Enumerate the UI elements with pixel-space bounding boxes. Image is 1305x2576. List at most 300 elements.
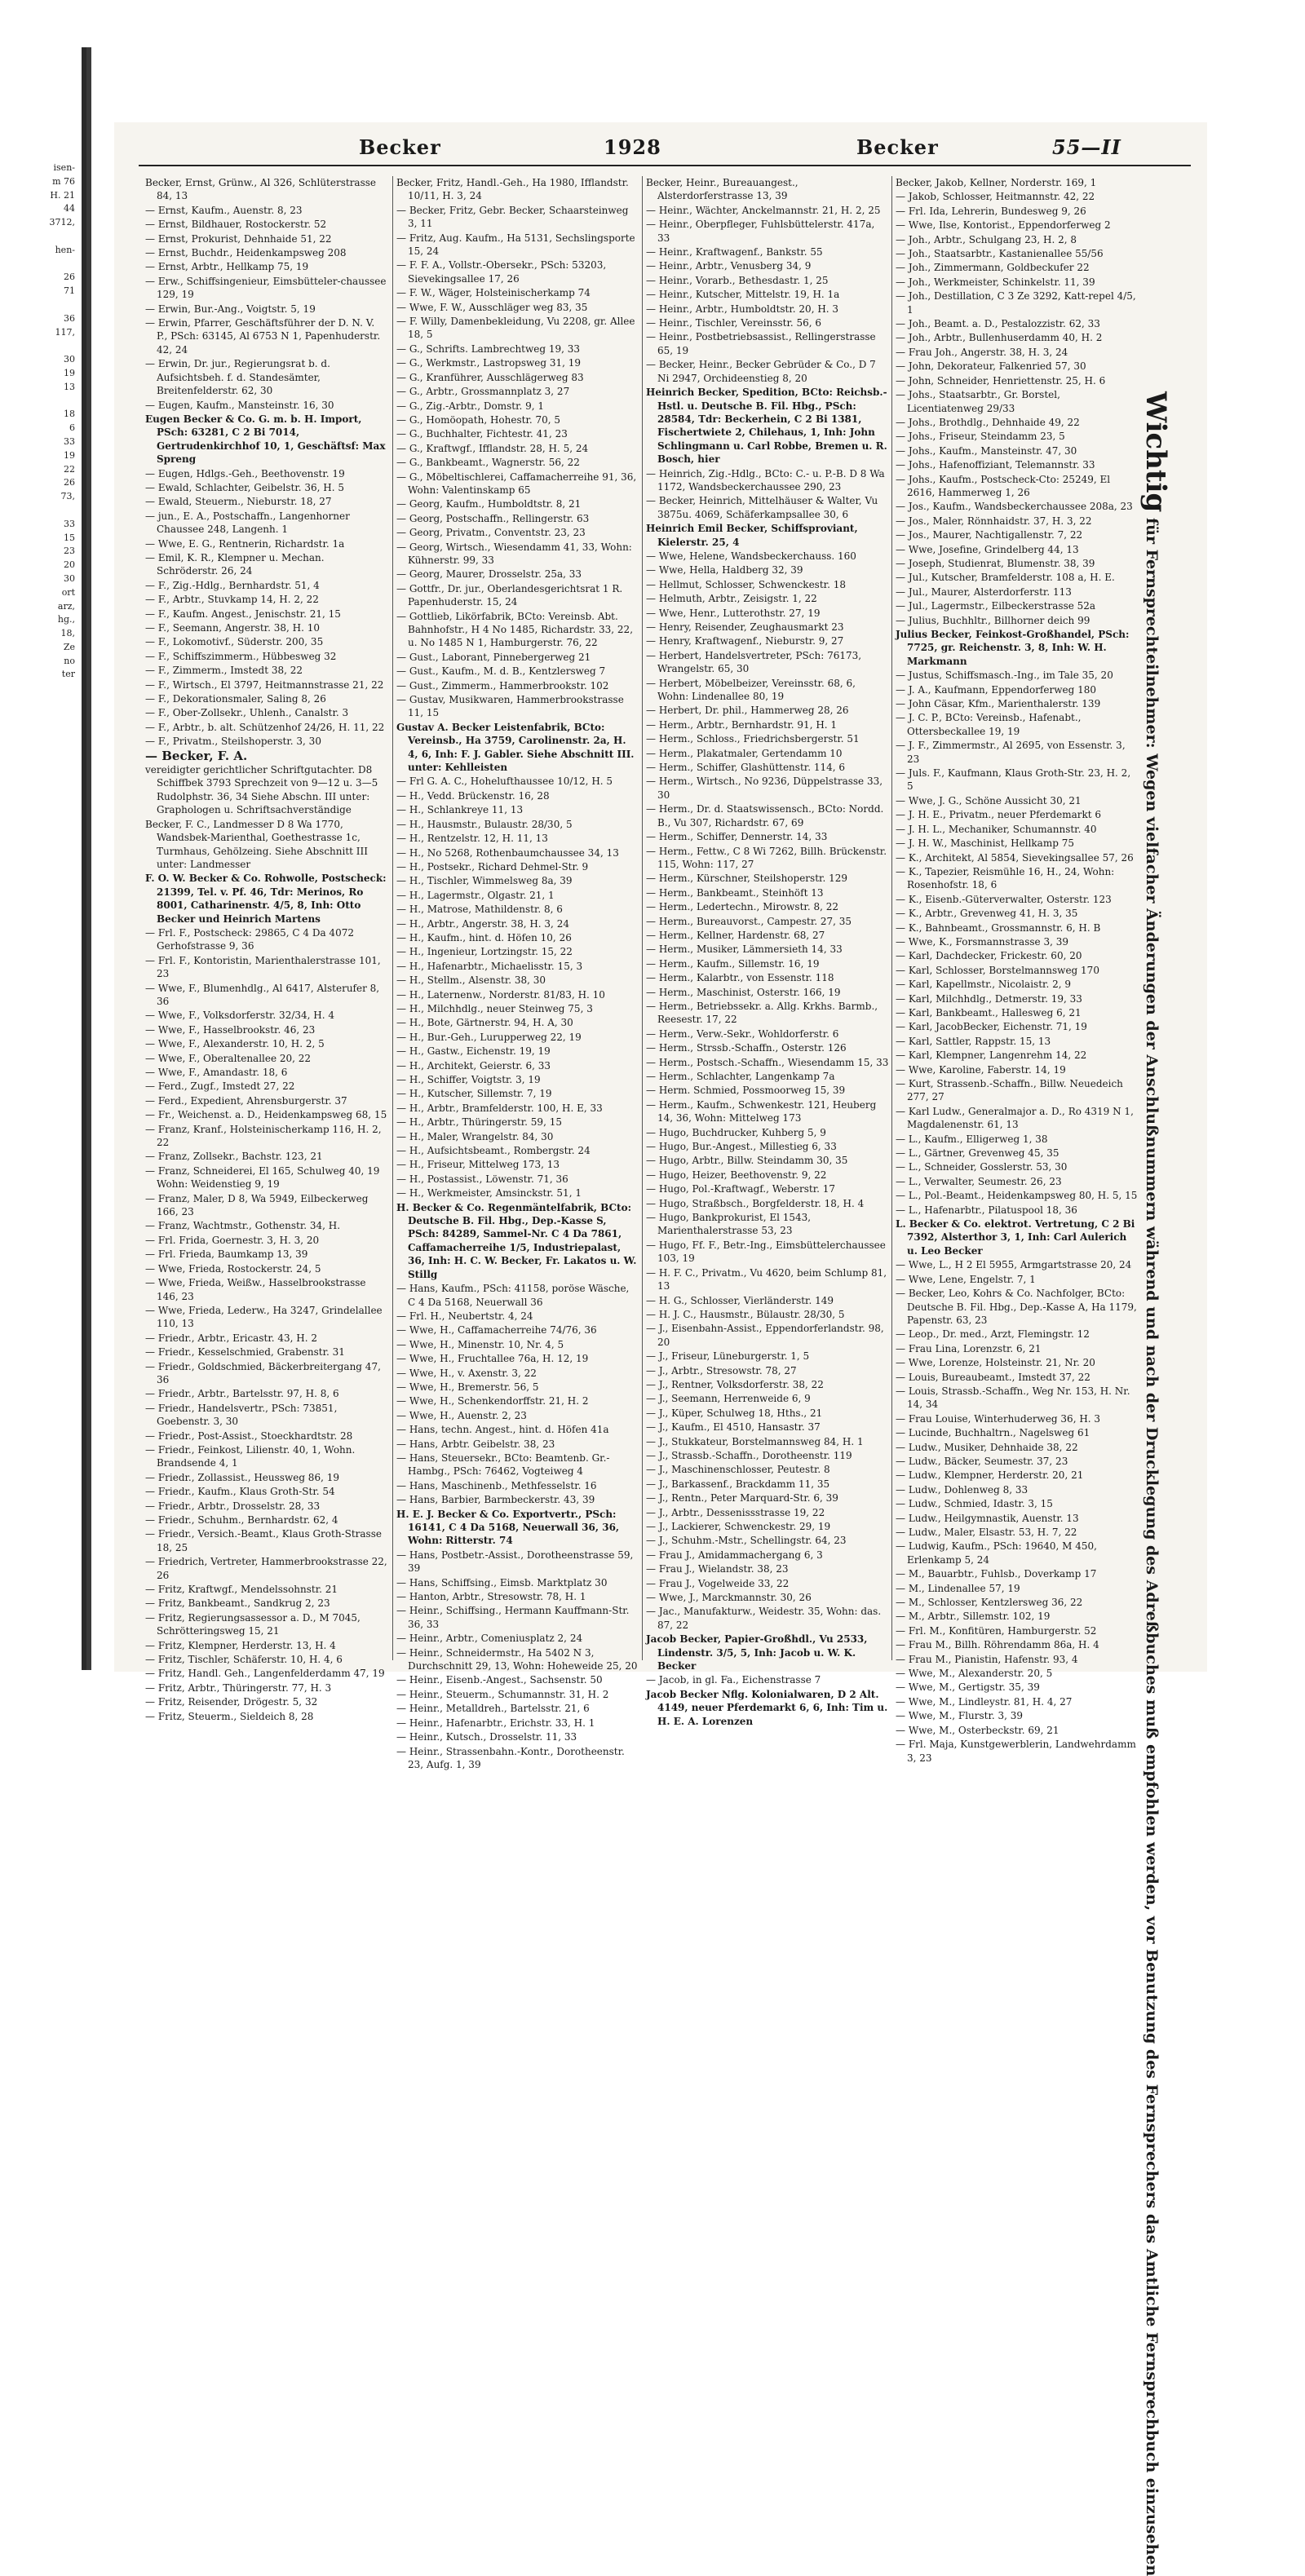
directory-entry: — Jul., Kutscher, Bramfelderstr. 108 a, H. E. bbox=[896, 572, 1115, 584]
directory-entry: — J., Kaufm., El 4510, Hansastr. 37 bbox=[646, 1421, 821, 1434]
header-left-keyword: Becker bbox=[359, 135, 441, 159]
directory-entry: — Wwe, M., Osterbeckstr. 69, 21 bbox=[896, 1724, 1059, 1736]
directory-entry: — Hans, Arbtr. Geibelstr. 38, 23 bbox=[396, 1438, 555, 1450]
directory-entry: — Friedr., Kesselschmied, Grabenstr. 31 bbox=[145, 1346, 345, 1359]
directory-entry: Becker, Jakob, Kellner, Norderstr. 169, 1 bbox=[896, 177, 1097, 188]
directory-entry: — Wwe, Hella, Haldberg 32, 39 bbox=[646, 564, 803, 577]
directory-entry: — Jos., Maler, Rönnhaidstr. 37, H. 3, 22 bbox=[896, 515, 1092, 527]
directory-entry: — Becker, F. A. bbox=[145, 748, 248, 763]
directory-entry: — Ludw., Musiker, Dehnhaide 38, 22 bbox=[896, 1441, 1078, 1453]
directory-entry: — F., Ober-Zollsekr., Uhlenh., Canalstr. 3 bbox=[145, 707, 349, 719]
directory-entry: — Johs., Brothdlg., Dehnhaide 49, 22 bbox=[896, 416, 1080, 428]
directory-entry: — Friedr., Kaufm., Klaus Groth-Str. 54 bbox=[145, 1486, 335, 1498]
directory-entry: — J., Schuhm.-Mstr., Schellingstr. 64, 23 bbox=[646, 1535, 847, 1547]
directory-entry: — Johs., Hafenoffiziant, Telemannstr. 33 bbox=[896, 459, 1095, 471]
directory-entry: — Ewald, Steuerm., Nieburstr. 18, 27 bbox=[145, 496, 332, 508]
directory-entry: — Heinr., Vorarb., Bethesdastr. 1, 25 bbox=[646, 274, 829, 286]
directory-entry: — Juls. F., Kaufmann, Klaus Groth-Str. 23, H. 2, 5 bbox=[896, 767, 1131, 793]
directory-entry: Becker, F. C., Landmesser D 8 Wa 1770, Wandsbek-Marienthal, Goethestrasse 1c, Turmhaus, Gehölzeing. Siehe Abschnitt III unter: Landmesser bbox=[145, 818, 369, 870]
directory-entry: — Wwe, F., Volksdorferstr. 32/34, H. 4 bbox=[145, 1010, 334, 1022]
column-divider bbox=[642, 176, 643, 1660]
directory-entry: — Herm., Dr. d. Staatswissensch., BCto: Nordd. B., Vu 307, Richardstr. 67, 69 bbox=[646, 803, 884, 828]
column-divider bbox=[392, 176, 393, 1660]
directory-entry: — Ernst, Arbtr., Hellkamp 75, 19 bbox=[145, 261, 309, 273]
directory-entry: — J., Lackierer, Schwenckestr. 29, 19 bbox=[646, 1521, 831, 1532]
directory-entry: — Frau J., Wielandstr. 38, 23 bbox=[646, 1563, 789, 1575]
directory-entry: — Franz, Schneiderei, El 165, Schulweg 40, 19 Wohn: Weidenstieg 9, 19 bbox=[145, 1164, 380, 1191]
header-right-keyword: Becker bbox=[856, 135, 939, 159]
directory-page bbox=[114, 122, 1207, 2576]
directory-entry: — Heinr., Arbtr., Comeniusplatz 2, 24 bbox=[396, 1633, 583, 1645]
directory-entry: — L., Kaufm., Elligerweg 1, 38 bbox=[896, 1133, 1048, 1145]
directory-entry: — Wwe, J., Marckmannstr. 30, 26 bbox=[646, 1592, 812, 1604]
directory-entry: — Friedr., Handelsvertr., PSch: 73851, Goebenstr. 3, 30 bbox=[145, 1402, 338, 1428]
directory-entry: H. E. J. Becker & Co. Exportvertr., PSch: 16141, C 4 Da 5168, Neuerwall 36, 36, Wohn: Ritterstr. 74 bbox=[396, 1508, 620, 1547]
directory-entry: — J., Rentner, Volksdorferstr. 38, 22 bbox=[646, 1378, 824, 1390]
directory-entry: — M., Arbtr., Sillemstr. 102, 19 bbox=[896, 1611, 1051, 1623]
directory-entry: — Heinr., Kutscher, Mittelstr. 19, H. 1a bbox=[646, 289, 840, 301]
directory-entry: — Emil, K. R., Klempner u. Mechan. Schröderstr. 26, 24 bbox=[145, 551, 325, 577]
directory-entry: — Hugo, Arbtr., Billw. Steindamm 30, 35 bbox=[646, 1155, 848, 1167]
directory-entry: — Wwe, Ilse, Kontorist., Eppendorferweg 2 bbox=[896, 219, 1111, 232]
directory-entry: — Leop., Dr. med., Arzt, Flemingstr. 12 bbox=[896, 1328, 1090, 1341]
directory-entry: — F., Kaufm. Angest., Jenischstr. 21, 15 bbox=[145, 608, 341, 620]
directory-entry: — Wwe, Frieda, Weißw., Hasselbrookstrasse 146, 23 bbox=[145, 1277, 366, 1302]
directory-entry: — H., Stellm., Alsenstr. 38, 30 bbox=[396, 974, 546, 987]
directory-entry: — G., Arbtr., Grossmannplatz 3, 27 bbox=[396, 386, 570, 398]
directory-entry: — Becker, Heinr., Becker Gebrüder & Co., D 7 Ni 2947, Orchideenstieg 8, 20 bbox=[646, 359, 876, 384]
directory-entry: — Wwe, H., Minenstr. 10, Nr. 4, 5 bbox=[396, 1338, 564, 1350]
directory-entry: — Herm., Verw.-Sekr., Wohldorferstr. 6 bbox=[646, 1027, 839, 1040]
directory-entry: — Ewald, Schlachter, Geibelstr. 36, H. 5 bbox=[145, 481, 345, 493]
directory-entry: — L., Pol.-Beamt., Heidenkampsweg 80, H. 5, 15 bbox=[896, 1190, 1138, 1202]
directory-entry: — Frl. M., Konfitüren, Hamburgerstr. 52 bbox=[896, 1624, 1097, 1637]
directory-entry: — Erwin, Bur.-Ang., Voigtstr. 5, 19 bbox=[145, 303, 316, 315]
directory-entry: — Heinr., Arbtr., Venusberg 34, 9 bbox=[646, 260, 812, 272]
directory-entry: — Heinr., Steuerm., Schumannstr. 31, H. 2 bbox=[396, 1688, 609, 1700]
directory-entry: — Heinr., Schiffsing., Hermann Kauffmann-Str. 36, 33 bbox=[396, 1605, 630, 1630]
directory-entry: — J., Strassb.-Schaffn., Dorotheenstr. 119 bbox=[646, 1449, 852, 1461]
directory-entry: — H. F. C., Privatm., Vu 4620, beim Schlump 81, 13 bbox=[646, 1266, 887, 1292]
directory-entry: — Karl Ludw., Generalmajor a. D., Ro 4319 N 1, Magdalenenstr. 61, 13 bbox=[896, 1105, 1134, 1131]
directory-entry: — F. W., Wäger, Holsteinischerkamp 74 bbox=[396, 287, 591, 299]
directory-entry: — Julius, Buchhltr., Billhorner deich 99 bbox=[896, 614, 1090, 626]
directory-entry: — F., Schiffszimmerm., Hübbesweg 32 bbox=[145, 650, 337, 662]
directory-entry: — F., Lokomotivf., Süderstr. 200, 35 bbox=[145, 636, 324, 648]
directory-entry: — Frl. H., Neubertstr. 4, 24 bbox=[396, 1310, 533, 1322]
directory-entry: — Friedr., Goldschmied, Bäckerbreitergang 47, 36 bbox=[145, 1360, 381, 1385]
directory-entry: — Herm., Fettw., C 8 Wi 7262, Billh. Brückenstr. 115, Wohn: 117, 27 bbox=[646, 845, 887, 870]
directory-entry: — Wwe, M., Lindleystr. 81, H. 4, 27 bbox=[896, 1695, 1073, 1708]
directory-entry: — Jac., Manufakturw., Weidestr. 35, Wohn: das. 87, 22 bbox=[646, 1606, 882, 1631]
directory-entry: — K., Tapezier, Reismühle 16, H., 24, Wohn: Rosenhofstr. 18, 6 bbox=[896, 865, 1115, 891]
directory-entry: — Herm., Plakatmaler, Gertendamm 10 bbox=[646, 747, 843, 759]
directory-entry: — H., Architekt, Geierstr. 6, 33 bbox=[396, 1059, 551, 1071]
directory-entry: — H., Aufsichtsbeamt., Rombergstr. 24 bbox=[396, 1145, 591, 1157]
directory-entry: — Franz, Wachtmstr., Gothenstr. 34, H. bbox=[145, 1220, 341, 1232]
directory-entry: — H., Bote, Gärtnerstr. 94, H. A, 30 bbox=[396, 1017, 573, 1029]
directory-entry: — Friedrich, Vertreter, Hammerbrookstrasse 22, 26 bbox=[145, 1556, 387, 1581]
directory-entry: — Joh., Beamt. a. D., Pestalozzistr. 62, 33 bbox=[896, 318, 1100, 330]
directory-entry: — Friedr., Versich.-Beamt., Klaus Groth-Strasse 18, 25 bbox=[145, 1528, 382, 1553]
directory-entry: — Hugo, Buchdrucker, Kuhberg 5, 9 bbox=[646, 1126, 826, 1138]
directory-entry: — Wwe, H., Caffamacherreihe 74/76, 36 bbox=[396, 1324, 597, 1337]
directory-entry: — Hans, techn. Angest., hint. d. Höfen 41a bbox=[396, 1424, 609, 1436]
directory-entry: — G., Schrifts. Lambrechtweg 19, 33 bbox=[396, 342, 581, 355]
notice-text bbox=[1139, 391, 1172, 2576]
directory-entry: — Joh., Arbtr., Bullenhuserdamm 40, H. 2 bbox=[896, 332, 1103, 344]
directory-entry: L. Becker & Co. elektrot. Vertretung, C 2 Bi 7392, Alsterthor 3, 1, Inh: Carl Aulerich u. Leo Becker bbox=[896, 1218, 1135, 1257]
directory-entry: — H., Lagermstr., Olgastr. 21, 1 bbox=[396, 889, 555, 901]
directory-entry: — Fritz, Arbtr., Thüringerstr. 77, H. 3 bbox=[145, 1681, 332, 1694]
notice-sidebar bbox=[1139, 391, 1189, 2576]
directory-entry: — Heinr., Schneidermstr., Ha 5402 N 3, Durchschnitt 29, 13, Wohn: Hoheweide 25, 20 bbox=[396, 1646, 638, 1672]
directory-entry: — Wwe, E. G., Rentnerin, Richardstr. 1a bbox=[145, 537, 345, 550]
directory-entry: — Fritz, Steuerm., Sieldeich 8, 28 bbox=[145, 1710, 314, 1722]
directory-entry: — Herm., Kaufm., Sillemstr. 16, 19 bbox=[646, 957, 820, 970]
directory-entry: — Wwe, F., Alexanderstr. 10, H. 2, 5 bbox=[145, 1038, 325, 1050]
directory-entry: — Herm., Arbtr., Bernhardstr. 91, H. 1 bbox=[646, 718, 838, 731]
directory-entry: — F., Arbtr., b. alt. Schützenhof 24/26, H. 11, 22 bbox=[145, 721, 385, 733]
directory-entry: — Heinrich, Zig.-Hdlg., BCto: C.- u. P.-B. D 8 Wa 1172, Wandsbeckerchaussee 290, 23 bbox=[646, 467, 885, 493]
directory-entry: — Wwe, H., v. Axenstr. 3, 22 bbox=[396, 1367, 537, 1379]
directory-entry: Gustav A. Becker Leistenfabrik, BCto: Vereinsb., Ha 3759, Carolinenstr. 2a, H. 4, 6, Inh: F. J. Gabler. Siehe Abschnitt III. unter: Kehlleisten bbox=[396, 721, 635, 774]
directory-entry: Jacob Becker Nflg. Kolonialwaren, D 2 Alt. 4149, neuer Pferdemarkt 6, 6, Inh: Tim u. H. E. A. Lorenzen bbox=[646, 1688, 888, 1727]
directory-entry: — J., Eisenbahn-Assist., Eppendorferlandstr. 98, 20 bbox=[646, 1323, 884, 1348]
directory-entry: — Franz, Maler, D 8, Wa 5949, Eilbeckerweg 166, 23 bbox=[145, 1192, 369, 1218]
directory-entry: — Frl. F., Kontoristin, Marienthalerstrasse 101, 23 bbox=[145, 954, 381, 980]
directory-entry: Jacob Becker, Papier-Großhdl., Vu 2533, Lindenstr. 3/5, 5, Inh: Jacob u. W. K. Becker bbox=[646, 1633, 868, 1672]
header-year: 1928 bbox=[604, 135, 661, 159]
directory-entry: — H., Laternenw., Norderstr. 81/83, H. 10 bbox=[396, 988, 605, 1001]
directory-entry: — H., Arbtr., Thüringerstr. 59, 15 bbox=[396, 1116, 562, 1129]
directory-entry: Eugen Becker & Co. G. m. b. H. Import, PSch: 63281, C 2 Bi 7014, Gertrudenkirchhof 10, 1, Geschäftsf: Max Spreng bbox=[145, 413, 386, 466]
directory-entry: — Ludw., Dohlenweg 8, 33 bbox=[896, 1483, 1029, 1496]
directory-entry: — H. J. C., Hausmstr., Bülaustr. 28/30, 5 bbox=[646, 1308, 845, 1320]
directory-entry: — M., Schlosser, Kentzlersweg 36, 22 bbox=[896, 1597, 1083, 1609]
directory-entry: — Wwe, F., Amandastr. 18, 6 bbox=[145, 1067, 288, 1078]
directory-entry: — H., Werkmeister, Amsinckstr. 51, 1 bbox=[396, 1187, 582, 1200]
directory-entry: — Heinr., Wächter, Anckelmannstr. 21, H. 2, 25 bbox=[646, 204, 881, 216]
directory-entry: — Heinr., Arbtr., Humboldtstr. 20, H. 3 bbox=[646, 303, 839, 315]
directory-entry: — G., Zig.-Arbtr., Domstr. 9, 1 bbox=[396, 400, 545, 412]
header-page-number: 55—II bbox=[1052, 135, 1121, 159]
directory-entry: — Frl. Maja, Kunstgewerblerin, Landwehrdamm 3, 23 bbox=[896, 1739, 1136, 1764]
directory-entry: — Karl, Milchhdlg., Detmerstr. 19, 33 bbox=[896, 992, 1082, 1005]
directory-entry: — Herm., Schiffer, Dennerstr. 14, 33 bbox=[646, 831, 828, 843]
directory-entry: — Herm., Maschinist, Osterstr. 166, 19 bbox=[646, 986, 841, 998]
column-2 bbox=[396, 176, 639, 1770]
directory-entry: — Georg, Maurer, Drosselstr. 25a, 33 bbox=[396, 568, 582, 581]
directory-entry: — K., Architekt, Al 5854, Sievekingsallee 57, 26 bbox=[896, 851, 1134, 864]
directory-entry: — Fritz, Handl. Geh., Langenfelderdamm 47, 19 bbox=[145, 1668, 385, 1680]
directory-entry: — H., Postassist., Löwenstr. 71, 36 bbox=[396, 1173, 568, 1185]
directory-entry: — H., Hafenarbtr., Michaelisstr. 15, 3 bbox=[396, 960, 583, 972]
notice-body: für Fernsprechteilnehmer: Wegen vielfacher Änderungen der Anschlußnummern während und nach der Drucklegung des Adreßbuches muß empfohlen werden, vor Benutzung des Fernsprechers das Amtliche Fernsprechbuch einzusehen bbox=[1143, 517, 1161, 2576]
directory-entry: — Johs., Staatsarbtr., Gr. Borstel, Licentiatenweg 29/33 bbox=[896, 389, 1060, 414]
directory-entry: — Ludw., Maler, Elsastr. 53, H. 7, 22 bbox=[896, 1527, 1077, 1538]
directory-entry: — Gust., Laborant, Pinnebergerweg 21 bbox=[396, 651, 591, 663]
directory-entry: — Heinr., Kutsch., Drosselstr. 11, 33 bbox=[396, 1731, 577, 1743]
directory-entry: — Johs., Kaufm., Postscheck-Cto: 25249, El 2616, Hammerweg 1, 26 bbox=[896, 473, 1111, 498]
directory-entry: — Hans, Barbier, Barmbeckerstr. 43, 39 bbox=[396, 1494, 595, 1506]
directory-entry: — Ernst, Bildhauer, Rostockerstr. 52 bbox=[145, 219, 327, 231]
directory-entry: — Jul., Lagermstr., Eilbeckerstrasse 52a bbox=[896, 600, 1096, 612]
directory-entry: — H., Bur.-Geh., Lurupperweg 22, 19 bbox=[396, 1031, 582, 1043]
directory-entry: — Herbert, Möbelbeizer, Vereinsstr. 68, 6, Wohn: Lindenallee 80, 19 bbox=[646, 677, 856, 703]
directory-entry: — H., Friseur, Mittelweg 173, 13 bbox=[396, 1159, 560, 1171]
directory-entry: — Wwe, J. G., Schöne Aussicht 30, 21 bbox=[896, 794, 1082, 806]
directory-entry: — Herm., Ledertechn., Mirowstr. 8, 22 bbox=[646, 901, 838, 913]
directory-entry: — K., Bahnbeamt., Grossmannstr. 6, H. B bbox=[896, 921, 1101, 934]
directory-entry: — Hugo, Pol.-Kraftwagf., Weberstr. 17 bbox=[646, 1183, 836, 1195]
directory-entry: — Herbert, Handelsvertreter, PSch: 76173, Wrangelstr. 65, 30 bbox=[646, 649, 862, 675]
directory-entry: — Frl. Frida, Goernestr. 3, H. 3, 20 bbox=[145, 1234, 320, 1246]
directory-entry: — Georg, Postschaffn., Rellingerstr. 63 bbox=[396, 512, 590, 524]
directory-entry: — J., Barkassenf., Brackdamm 11, 35 bbox=[646, 1478, 830, 1490]
directory-entry: — Fritz, Regierungsassessor a. D., M 7045, Schrötteringsweg 15, 21 bbox=[145, 1611, 361, 1637]
directory-entry: — Eugen, Kaufm., Mansteinstr. 16, 30 bbox=[145, 399, 334, 411]
directory-entry: — H., Vedd. Brückenstr. 16, 28 bbox=[396, 789, 550, 802]
directory-entry: — Friedr., Arbtr., Ericastr. 43, H. 2 bbox=[145, 1332, 317, 1344]
directory-entry: — Herm., Schlachter, Langenkamp 7a bbox=[646, 1071, 835, 1082]
directory-entry: — Hans, Kaufm., PSch: 41158, poröse Wäsche, C 4 Da 5168, Neuerwall 36 bbox=[396, 1283, 630, 1308]
directory-entry: — Wwe, L., H 2 El 5955, Armgartstrasse 20, 24 bbox=[896, 1259, 1132, 1271]
directory-entry: — Justus, Schiffsmasch.-Ing., im Tale 35, 20 bbox=[896, 669, 1113, 682]
directory-entry: — Herm., Bureauvorst., Campestr. 27, 35 bbox=[646, 915, 852, 927]
directory-entry: — F. F. A., Vollstr.-Obersekr., PSch: 53203, Sievekingsallee 17, 26 bbox=[396, 259, 607, 285]
directory-entry: — Franz, Zollsekr., Bachstr. 123, 21 bbox=[145, 1151, 323, 1163]
directory-entry: — jun., E. A., Postschaffn., Langenhorner Chaussee 248, Langenh. 1 bbox=[145, 510, 350, 536]
directory-entry: — L., Schneider, Gosslerstr. 53, 30 bbox=[896, 1161, 1068, 1173]
directory-entry: vereidigter gerichtlicher Schriftgutachter. D8 Schiffbek 3793 Sprechzeit von 9—12 u. 3—5 Rudolphstr. 36, 34 Siehe Abschn. III unter: Graphologen u. Schriftsachverständige bbox=[145, 764, 378, 816]
directory-entry: — Hellmut, Schlosser, Schwenckestr. 18 bbox=[646, 578, 846, 590]
directory-entry: — J. H. L., Mechaniker, Schumannstr. 40 bbox=[896, 823, 1097, 835]
directory-entry: — Herm., Kalarbtr., von Essenstr. 118 bbox=[646, 972, 834, 984]
directory-entry: — Wwe, F., Blumenhdlg., Al 6417, Alsterufer 8, 36 bbox=[145, 982, 380, 1007]
directory-entry: — Joh., Arbtr., Schulgang 23, H. 2, 8 bbox=[896, 233, 1077, 245]
directory-entry: — Gustav, Musikwaren, Hammerbrookstrasse 11, 15 bbox=[396, 694, 624, 719]
directory-entry: — Herm., Wirtsch., No 9236, Düppelstrasse 33, 30 bbox=[646, 775, 883, 801]
directory-entry: — J., Maschinenschlosser, Peutestr. 8 bbox=[646, 1464, 830, 1476]
directory-entry: — Frl. Frieda, Baumkamp 13, 39 bbox=[145, 1248, 308, 1261]
directory-entry: — Ernst, Buchdr., Heidenkampsweg 208 bbox=[145, 247, 347, 259]
directory-entry: — Ludw., Schmied, Idastr. 3, 15 bbox=[896, 1498, 1053, 1510]
directory-entry: — Joh., Destillation, C 3 Ze 3292, Katt-repel 4/5, 1 bbox=[896, 290, 1136, 316]
directory-entry: — Gust., Zimmerm., Hammerbrookstr. 102 bbox=[396, 679, 609, 691]
directory-entry: — J., Küper, Schulweg 18, Hths., 21 bbox=[646, 1407, 823, 1419]
directory-entry: — Erwin, Dr. jur., Regierungsrat b. d. Aufsichtsbeh. f. d. Standesämter, Breitenfelderstr. 62, 30 bbox=[145, 358, 330, 397]
directory-entry: — Kurt, Strassenb.-Schaffn., Billw. Neuedeich 277, 27 bbox=[896, 1078, 1123, 1103]
directory-entry: — Heinr., Eisenb.-Angest., Sachsenstr. 50 bbox=[396, 1674, 603, 1686]
directory-entry: — Herm., Schiffer, Glashüttenstr. 114, 6 bbox=[646, 762, 845, 774]
directory-entry: — Wwe, H., Fruchtallee 76a, H. 12, 19 bbox=[396, 1353, 589, 1365]
directory-entry: — Wwe, F., Hasselbrookstr. 46, 23 bbox=[145, 1023, 316, 1036]
directory-entry: — Gottlieb, Likörfabrik, BCto: Vereinsb. Abt. Bahnhofstr., H 4 No 1485, Richardstr. 33, 22, u. No 1485 N 1, Hamburgerstr. 76, 22 bbox=[396, 610, 634, 649]
directory-entry: — H., Rentzelstr. 12, H. 11, 13 bbox=[396, 833, 548, 845]
directory-entry: — Herm., Kaufm., Schwenkestr. 121, Heuberg 14, 36, Wohn: Mittelweg 173 bbox=[646, 1098, 877, 1125]
column-4 bbox=[896, 176, 1139, 1764]
directory-entry: — Joh., Zimmermann, Goldbeckufer 22 bbox=[896, 262, 1090, 274]
directory-entry: — Wwe, H., Auenstr. 2, 23 bbox=[396, 1409, 527, 1421]
directory-entry: — Herm. Schmied, Possmoorweg 15, 39 bbox=[646, 1085, 846, 1097]
directory-entry: — F., Zig.-Hdlg., Bernhardstr. 51, 4 bbox=[145, 579, 320, 591]
directory-entry: — H., Postsekr., Richard Dehmel-Str. 9 bbox=[396, 860, 589, 873]
directory-entry: — Franz, Kranf., Holsteinischerkamp 116, H. 2, 22 bbox=[145, 1123, 382, 1149]
directory-entry: — Herm., Strssb.-Schaffn., Osterstr. 126 bbox=[646, 1042, 847, 1054]
directory-entry: — Hans, Steuersekr., BCto: Beamtenb. Gr.-Hambg., PSch: 76462, Vogteiweg 4 bbox=[396, 1451, 610, 1478]
directory-entry: — Hugo, Bur.-Angest., Millestieg 6, 33 bbox=[646, 1141, 837, 1153]
directory-entry: — Georg, Kaufm., Humboldtstr. 8, 21 bbox=[396, 498, 582, 510]
directory-entry: H. Becker & Co. Regenmäntelfabrik, BCto: Deutsche B. Fil. Hbg., Dep.-Kasse S, PSch: 84289, Sammel-Nr. C 4 Da 7861, Caffamacherreihe 1/5, Industriepalast, 36, Inh: H. C. W. Becker, Fr. Lakatos u. W. Stillg bbox=[396, 1201, 637, 1280]
directory-entry: — H. G., Schlosser, Vierländerstr. 149 bbox=[646, 1294, 834, 1306]
directory-entry: — H., Schlankreye 11, 13 bbox=[396, 804, 524, 816]
directory-entry: — J., Seemann, Herrenweide 6, 9 bbox=[646, 1393, 811, 1405]
directory-entry: — Hans, Postbetr.-Assist., Dorotheenstrasse 59, 39 bbox=[396, 1549, 634, 1575]
directory-entry: — Johs., Kaufm., Mansteinstr. 47, 30 bbox=[896, 444, 1077, 457]
directory-entry: — Becker, Leo, Kohrs & Co. Nachfolger, BCto: Deutsche B. Fil. Hbg., Dep.-Kasse A, Ha 1179, Papenstr. 63, 23 bbox=[896, 1288, 1137, 1326]
directory-entry: — Fritz, Bankbeamt., Sandkrug 2, 23 bbox=[145, 1597, 330, 1610]
directory-entry: — H., Arbtr., Bramfelderstr. 100, H. E, 33 bbox=[396, 1102, 603, 1114]
header-rule bbox=[139, 165, 1191, 166]
directory-entry: — Hugo, Straßbsch., Borgfelderstr. 18, H. 4 bbox=[646, 1197, 865, 1209]
directory-entry: — Louis, Bureaubeamt., Imstedt 37, 22 bbox=[896, 1371, 1090, 1383]
directory-entry: — Karl, JacobBecker, Eichenstr. 71, 19 bbox=[896, 1021, 1087, 1033]
directory-entry: — Frau M., Pianistin, Hafenstr. 93, 4 bbox=[896, 1653, 1078, 1665]
directory-entry: — Ludw., Heilgymnastik, Auenstr. 13 bbox=[896, 1512, 1079, 1524]
directory-entry: — Frl. F., Postscheck: 29865, C 4 Da 4072 Gerhofstrasse 9, 36 bbox=[145, 926, 354, 952]
directory-entry: — Frau Louise, Winterhuderweg 36, H. 3 bbox=[896, 1412, 1101, 1425]
directory-entry: — Herm., Schloss., Friedrichsbergerstr. 51 bbox=[646, 733, 860, 745]
notice-title: Wichtig bbox=[1139, 391, 1172, 513]
directory-entry: — Georg, Privatm., Conventstr. 23, 23 bbox=[396, 527, 586, 539]
directory-entry: — Fritz, Klempner, Herderstr. 13, H. 4 bbox=[145, 1639, 336, 1651]
directory-entry: — Karl, Dachdecker, Frickestr. 60, 20 bbox=[896, 950, 1082, 962]
previous-page-fragments: isen- m 76 H. 21 44 3712, hen- 26 71 36 117, 30 19 13 18 6 33 19 22 26 73, 33 15 23 20 30 ort arz, hg., 18, Ze no ter bbox=[49, 162, 75, 680]
directory-entry: — Wwe, H., Schenkendorffstr. 21, H. 2 bbox=[396, 1395, 589, 1407]
directory-entry: — Fritz, Aug. Kaufm., Ha 5131, Sechslingsporte 15, 24 bbox=[396, 232, 635, 258]
directory-entry: — G., Werkmstr., Lastropsweg 31, 19 bbox=[396, 357, 582, 369]
directory-entry: — Ludw., Klempner, Herderstr. 20, 21 bbox=[896, 1469, 1084, 1482]
directory-entry: — Frau Lina, Lorenzstr. 6, 21 bbox=[896, 1342, 1042, 1354]
directory-entry: — Karl, Schlosser, Borstelmannsweg 170 bbox=[896, 964, 1099, 976]
directory-entry: — Heinr., Metalldreh., Bartelsstr. 21, 6 bbox=[396, 1703, 590, 1715]
directory-entry: — F., Zimmerm., Imstedt 38, 22 bbox=[145, 665, 303, 677]
directory-entry: — Heinr., Oberpfleger, Fuhlsbüttelerstr. 417a, 33 bbox=[646, 219, 875, 244]
directory-entry: — H., Kutscher, Sillemstr. 7, 19 bbox=[396, 1088, 552, 1100]
directory-entry: — Karl, Sattler, Rappstr. 15, 13 bbox=[896, 1035, 1051, 1047]
directory-entry: Becker, Ernst, Grünw., Al 326, Schlüterstrasse 84, 13 bbox=[145, 177, 377, 202]
directory-entry: — Friedr., Feinkost, Lilienstr. 40, 1, Wohn. Brandsende 4, 1 bbox=[145, 1443, 356, 1469]
directory-entry: — Fritz, Tischler, Schäferstr. 10, H. 4, 6 bbox=[145, 1654, 343, 1666]
directory-entry: — G., Bankbeamt., Wagnerstr. 56, 22 bbox=[396, 457, 580, 469]
directory-entry: — Frau J., Amidammachergang 6, 3 bbox=[646, 1549, 823, 1561]
directory-entry: — K., Arbtr., Grevenweg 41, H. 3, 35 bbox=[896, 908, 1078, 920]
directory-entry: — Ernst, Prokurist, Dehnhaide 51, 22 bbox=[145, 232, 332, 245]
directory-entry: — Hugo, Bankprokurist, El 1543, Marienthalerstrasse 53, 23 bbox=[646, 1212, 812, 1237]
directory-entry: — Karl, Klempner, Langenrehm 14, 22 bbox=[896, 1049, 1087, 1062]
directory-entry: — Wwe, H., Bremerstr. 56, 5 bbox=[396, 1381, 539, 1393]
directory-entry: — J. C. P., BCto: Vereinsb., Hafenabt., Ottersbeckallee 19, 19 bbox=[896, 712, 1082, 737]
directory-entry: — F. Willy, Damenbekleidung, Vu 2208, gr. Allee 18, 5 bbox=[396, 316, 635, 341]
directory-entry: — Gust., Kaufm., M. d. B., Kentzlersweg 7 bbox=[396, 665, 606, 678]
directory-entry: — Erw., Schiffsingenieur, Eimsbütteler-chaussee 129, 19 bbox=[145, 275, 387, 301]
directory-entry: — Herbert, Dr. phil., Hammerweg 28, 26 bbox=[646, 705, 849, 717]
directory-entry: — H., Matrose, Mathildenstr. 8, 6 bbox=[396, 904, 563, 916]
directory-entry: — Joseph, Studienrat, Blumenstr. 38, 39 bbox=[896, 557, 1095, 569]
directory-entry: — Hans, Maschinenb., Methfesselstr. 16 bbox=[396, 1479, 597, 1491]
directory-entry: — John, Dekorateur, Falkenried 57, 30 bbox=[896, 360, 1086, 373]
directory-entry: — Henry, Reisender, Zeughausmarkt 23 bbox=[646, 621, 844, 633]
directory-entry: — Ludw., Bäcker, Seumestr. 37, 23 bbox=[896, 1455, 1068, 1467]
directory-entry: — Frau J., Vogelweide 33, 22 bbox=[646, 1577, 790, 1589]
directory-entry: — Friedr., Schuhm., Bernhardstr. 62, 4 bbox=[145, 1514, 338, 1526]
directory-entry: — H., Kaufm., hint. d. Höfen 10, 26 bbox=[396, 931, 572, 943]
directory-entry: — Hans, Schiffsing., Eimsb. Marktplatz 30 bbox=[396, 1576, 608, 1588]
directory-entry: — Friedr., Post-Assist., Stoeckhardtstr. 28 bbox=[145, 1429, 353, 1442]
page-header bbox=[114, 129, 1207, 165]
directory-entry: — John Cäsar, Kfm., Marienthalerstr. 139 bbox=[896, 698, 1101, 710]
directory-entry: — Wwe, Josefine, Grindelberg 44, 13 bbox=[896, 543, 1079, 555]
directory-entry: — Heinr., Postbetriebsassist., Rellingerstrasse 65, 19 bbox=[646, 331, 876, 356]
directory-entry: — Frau Joh., Angerstr. 38, H. 3, 24 bbox=[896, 346, 1068, 358]
directory-entry: — Wwe, M., Gertigstr. 35, 39 bbox=[896, 1681, 1040, 1694]
directory-entry: — Frl G. A. C., Hohelufthaussee 10/12, H. 5 bbox=[396, 775, 613, 788]
directory-entry: — Ferd., Zugf., Imstedt 27, 22 bbox=[145, 1080, 295, 1093]
directory-entry: Heinrich Becker, Spedition, BCto: Reichsb.-Hstl. u. Deutsche B. Fil. Hbg., PSch: 28584, Tdr: Beckerhein, C 2 Bi 1381, Fischertwiete 2, Chilehaus, 1, Inh: John Schlingmann u. Carl Robbe, Bremen u. R. Bosch, hier bbox=[646, 387, 887, 466]
directory-entry: — John, Schneider, Henriettenstr. 25, H. 6 bbox=[896, 374, 1106, 387]
directory-entry: — Wwe, Lorenze, Holsteinstr. 21, Nr. 20 bbox=[896, 1357, 1095, 1369]
directory-entry: — Wwe, K., Forsmannstrasse 3, 39 bbox=[896, 935, 1068, 948]
directory-entry: — Hugo, Heizer, Beethovenstr. 9, 22 bbox=[646, 1169, 827, 1181]
directory-entry: — Karl, Bankbeamt., Hallesweg 6, 21 bbox=[896, 1006, 1082, 1018]
directory-entry: — Helmuth, Arbtr., Zeisigstr. 1, 22 bbox=[646, 593, 817, 605]
directory-entry: — H., No 5268, Rothenbaumchaussee 34, 13 bbox=[396, 846, 619, 859]
directory-entry: — Hugo, Ff. F., Betr.-Ing., Eimsbüttelerchaussee 103, 19 bbox=[646, 1239, 886, 1265]
directory-entry: — Hanton, Arbtr., Stresowstr. 78, H. 1 bbox=[396, 1591, 586, 1603]
directory-entry: — M., Bauarbtr., Fuhlsb., Doverkamp 17 bbox=[896, 1568, 1097, 1580]
directory-entry: — Herm., Bankbeamt., Steinhöft 13 bbox=[646, 886, 824, 899]
directory-entry: — Jul., Maurer, Alsterdorferstr. 113 bbox=[896, 585, 1072, 598]
column-divider bbox=[891, 176, 892, 1660]
directory-entry: — Wwe, F., Oberaltenallee 20, 22 bbox=[145, 1052, 312, 1064]
directory-entry: — Wwe, Frieda, Rostockerstr. 24, 5 bbox=[145, 1262, 321, 1275]
directory-entry: — F., Dekorationsmaler, Saling 8, 26 bbox=[145, 693, 326, 705]
directory-entry: — Heinr., Tischler, Vereinsstr. 56, 6 bbox=[646, 317, 822, 329]
directory-entry: — Wwe, Karoline, Faberstr. 14, 19 bbox=[896, 1063, 1066, 1076]
directory-entry: — Wwe, F. W., Ausschläger weg 83, 35 bbox=[396, 301, 588, 313]
directory-entry: — G., Homöopath, Hohestr. 70, 5 bbox=[396, 413, 561, 426]
directory-entry: — G., Kranführer, Ausschlägerweg 83 bbox=[396, 371, 584, 383]
directory-entry: — G., Kraftwgf., Ifflandstr. 28, H. 5, 24 bbox=[396, 442, 589, 454]
directory-entry: — Wwe, Lene, Engelstr. 7, 1 bbox=[896, 1273, 1036, 1285]
directory-entry: — J. F., Zimmermstr., Al 2695, von Essenstr. 3, 23 bbox=[896, 740, 1126, 765]
directory-entry: — Joh., Werkmeister, Schinkelstr. 11, 39 bbox=[896, 276, 1095, 288]
directory-entry: — H., Arbtr., Angerstr. 38, H. 3, 24 bbox=[396, 917, 569, 930]
directory-entry: — Herm., Betriebssekr. a. Allg. Krkhs. Barmb., Reesestr. 17, 22 bbox=[646, 1000, 878, 1026]
directory-entry: — Wwe, Henr., Lutterothstr. 27, 19 bbox=[646, 607, 821, 619]
directory-entry: Becker, Heinr., Bureauangest., Alsterdorferstrasse 13, 39 bbox=[646, 177, 798, 202]
directory-entry: — Becker, Heinrich, Mittelhäuser & Walter, Vu 3875u. 4069, Schäferkampsallee 30, 6 bbox=[646, 495, 878, 520]
column-3 bbox=[646, 176, 889, 1727]
directory-entry: — F., Wirtsch., El 3797, Heitmannstrasse 21, 22 bbox=[145, 678, 384, 691]
directory-entry: — Jacob, in gl. Fa., Eichenstrasse 7 bbox=[646, 1674, 821, 1686]
directory-entry: — L., Hafenarbtr., Pilatuspool 18, 36 bbox=[896, 1204, 1077, 1216]
directory-entry: — F., Seemann, Angerstr. 38, H. 10 bbox=[145, 622, 320, 634]
directory-entry: — Jakob, Schlosser, Heitmannstr. 42, 22 bbox=[896, 191, 1095, 203]
directory-entry: — Wwe, Helene, Wandsbeckerchauss. 160 bbox=[646, 550, 856, 562]
directory-entry: — J. H. W., Maschinist, Hellkamp 75 bbox=[896, 837, 1074, 850]
